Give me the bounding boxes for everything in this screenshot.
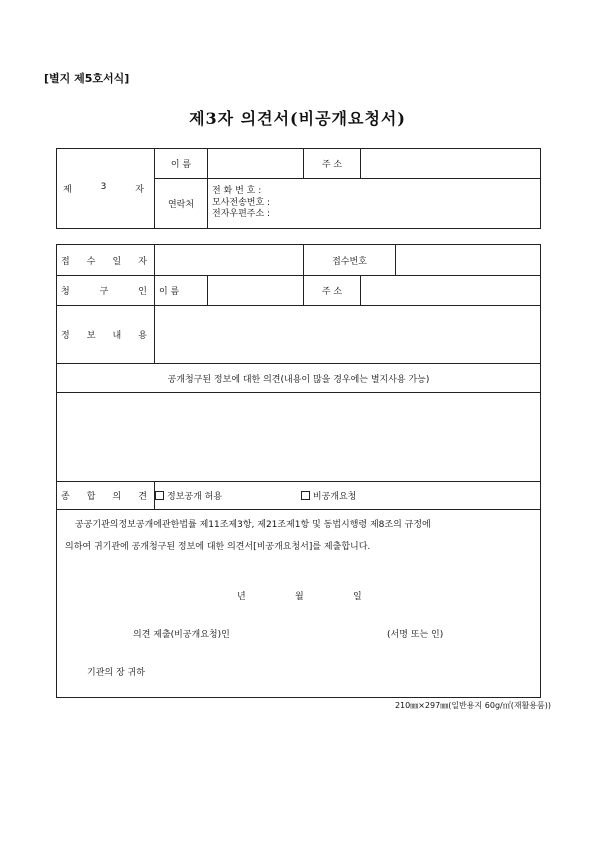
statement-date: 년 월 일 — [237, 592, 362, 602]
info-content-label: 정 보 내 용 — [57, 306, 155, 364]
third-party-address-label: 주 소 — [304, 149, 361, 179]
opinion-header: 공개청구된 정보에 대한 의견(내용이 많을 경우에는 별지사용 가능) — [57, 364, 541, 393]
disclose-checkbox[interactable] — [155, 491, 164, 500]
third-party-table — [56, 148, 541, 229]
third-party-name-label: 이 름 — [155, 149, 208, 179]
signature-label: (서명 또는 인) — [387, 630, 444, 640]
disclose-label: 정보공개 허용 — [167, 492, 223, 502]
opinion-field[interactable] — [57, 393, 541, 482]
third-party-address-field[interactable] — [361, 149, 541, 179]
requester-label: 청 구 인 — [57, 276, 155, 306]
contact-field[interactable] — [208, 179, 541, 229]
option-disclose[interactable] — [155, 489, 298, 502]
third-party-name-field[interactable] — [208, 149, 304, 179]
third-party-label: 제 3 자 — [57, 149, 155, 229]
contact-label: 연락처 — [155, 179, 208, 229]
page-title: 제3자 의견서(비공개요청서) — [189, 109, 406, 128]
receipt-date-field[interactable] — [155, 245, 304, 276]
email-label: 전자우편주소 : — [212, 209, 271, 220]
overall-opinion-options — [155, 482, 541, 510]
private-label: 비공개요청 — [312, 492, 357, 502]
requester-name-label: 이 름 — [155, 276, 208, 306]
requester-name-field[interactable] — [208, 276, 304, 306]
receipt-date-label: 접 수 일 자 — [57, 245, 155, 276]
receipt-table — [56, 244, 541, 698]
requester-address-field[interactable] — [361, 276, 541, 306]
statement-line-2: 의하여 귀기관에 공개청구된 정보에 대한 의견서[비공개요청서]를 제출합니다. — [65, 542, 371, 552]
submitter-label: 의견 제출(비공개요청)인 — [133, 630, 230, 640]
form-tag: [별지 제5호서식] — [44, 72, 130, 85]
option-private[interactable] — [301, 492, 356, 502]
private-checkbox[interactable] — [301, 491, 310, 500]
fax-label: 모사전송번호 : — [212, 197, 271, 208]
receipt-number-field[interactable] — [396, 245, 541, 276]
statement-line-1: 공공기관의정보공개에관한법률 제11조제3항, 제21조제1항 및 동법시행령 제8조의 규정에 — [75, 520, 431, 530]
phone-label: 전 화 번 호 : — [212, 186, 262, 197]
requester-address-label: 주 소 — [304, 276, 361, 306]
info-content-field[interactable] — [155, 306, 541, 364]
statement-section — [57, 510, 541, 698]
receipt-number-label: 접수번호 — [304, 245, 396, 276]
footer-note: 210㎜×297㎜(일반용지 60g/㎡(재활용품)) — [394, 701, 551, 710]
overall-opinion-label: 종 합 의 견 — [57, 482, 155, 510]
addressee-label: 기관의 장 귀하 — [87, 668, 145, 678]
